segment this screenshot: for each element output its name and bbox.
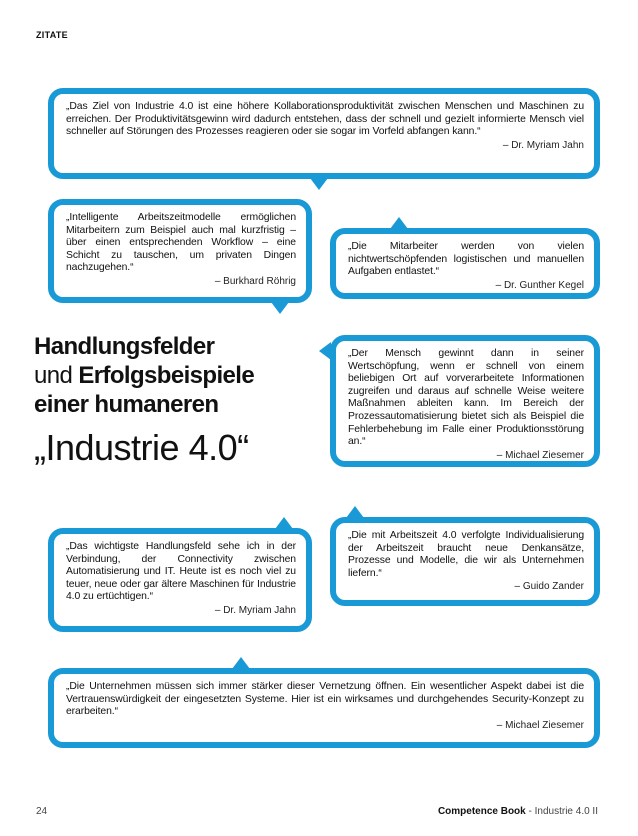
quote-author: – Michael Ziesemer bbox=[496, 449, 584, 461]
quote-author: – Dr. Myriam Jahn bbox=[214, 604, 296, 616]
quote-text: „Das Ziel von Industrie 4.0 ist eine höhere Kollaborationsproduktivität zwischen Menschen und Maschinen zu erreichen. Der Produktivitätsgewinn wird dadurch entstehen, dass der schnell und gezielt informierte Mensch viel schneller auf Störungen des Prozesses reagieren oder sie sogar im Vorfeld abfangen kann.“ bbox=[66, 101, 584, 138]
quote-text: „Das wichtigste Handlungsfeld sehe ich in der Verbindung, der Connectivity zwischen Automatisierung und IT. Heute ist es noch viel zu teuer, neue oder gar ältere Maschinen für Industrie 4.0 zu ertüchtigen.“ bbox=[66, 541, 296, 603]
book-title bbox=[438, 806, 598, 817]
page-number: 24 bbox=[36, 806, 48, 817]
bubble-tail bbox=[310, 178, 328, 190]
bubble-tail bbox=[346, 506, 364, 518]
bubble-tail bbox=[232, 657, 250, 669]
book-title-bold: Competence Book bbox=[437, 806, 526, 817]
quote-text: „Die Unternehmen müssen sich immer stärker dieser Vernetzung öffnen. Ein wesentlicher Aspekt dabei ist die Vertrauenswürdigkeit der eingesetzten Systeme. Hier ist ein wirksames und durchgehendes Security-Konzept zu erarbeiten.“ bbox=[66, 681, 584, 718]
headline-line-2 bbox=[34, 361, 324, 390]
headline-line-3: einer humaneren bbox=[34, 391, 219, 418]
quote-bubble-3 bbox=[330, 228, 600, 299]
quote-bubble-5 bbox=[330, 517, 600, 606]
quote-text: „Der Mensch gewinnt dann in seiner Wertschöpfung, wenn er schnell von einem beliebigen Ort auf vorverarbeitete Informationen zugreifen und daraus auf schnelle Weise weitere Maßnahmen ableiten kann. Im Bereich der Prozessautomatisierung bietet sich als Beispiel die Fehlerbehebung im Falle einer Produktionsstörung an.“ bbox=[348, 348, 584, 448]
quote-author: – Michael Ziesemer bbox=[496, 719, 584, 731]
quote-bubble-2 bbox=[48, 199, 312, 303]
headline-line-2-bold: Erfolgsbeispiele bbox=[78, 362, 255, 389]
quote-text: „Die mit Arbeitszeit 4.0 verfolgte Individualisierung der Arbeitszeit braucht neue Denkansätze, Prozesse und Modelle, die wir als Unternehmen liefern.“ bbox=[348, 530, 584, 579]
quote-author: – Burkhard Röhrig bbox=[214, 275, 296, 287]
quote-text: „Intelligente Arbeitszeitmodelle ermöglichen Mitarbeitern zum Beispiel auch mal kurzfristig – über einen entsprechenden Workflow – eine Schicht zu tauschen, um privaten Dingen nachzugehen.“ bbox=[66, 212, 296, 274]
quote-bubble-6 bbox=[48, 528, 312, 632]
book-subtitle: - Industrie 4.0 II bbox=[525, 806, 598, 817]
headline-line-2-normal: und bbox=[34, 362, 79, 389]
quote-bubble-7 bbox=[48, 668, 600, 748]
quote-author: – Dr. Gunther Kegel bbox=[495, 279, 584, 291]
quote-bubble-1 bbox=[48, 88, 600, 179]
quote-text: „Die Mitarbeiter werden von vielen nichtwertschöpfenden logistischen und manuellen Aufgaben entlastet.“ bbox=[348, 241, 584, 278]
headline-line-4: „Industrie 4.0“ bbox=[34, 427, 249, 468]
bubble-tail bbox=[275, 517, 293, 529]
bubble-tail bbox=[390, 217, 408, 229]
quote-author: – Guido Zander bbox=[514, 581, 584, 593]
headline bbox=[34, 332, 324, 471]
quote-bubble-4 bbox=[330, 335, 600, 467]
section-label: ZITATE bbox=[36, 30, 68, 40]
bubble-tail bbox=[319, 342, 331, 360]
headline-line-1: Handlungsfelder bbox=[34, 333, 215, 360]
quote-author: – Dr. Myriam Jahn bbox=[502, 139, 584, 151]
bubble-tail bbox=[271, 302, 289, 314]
